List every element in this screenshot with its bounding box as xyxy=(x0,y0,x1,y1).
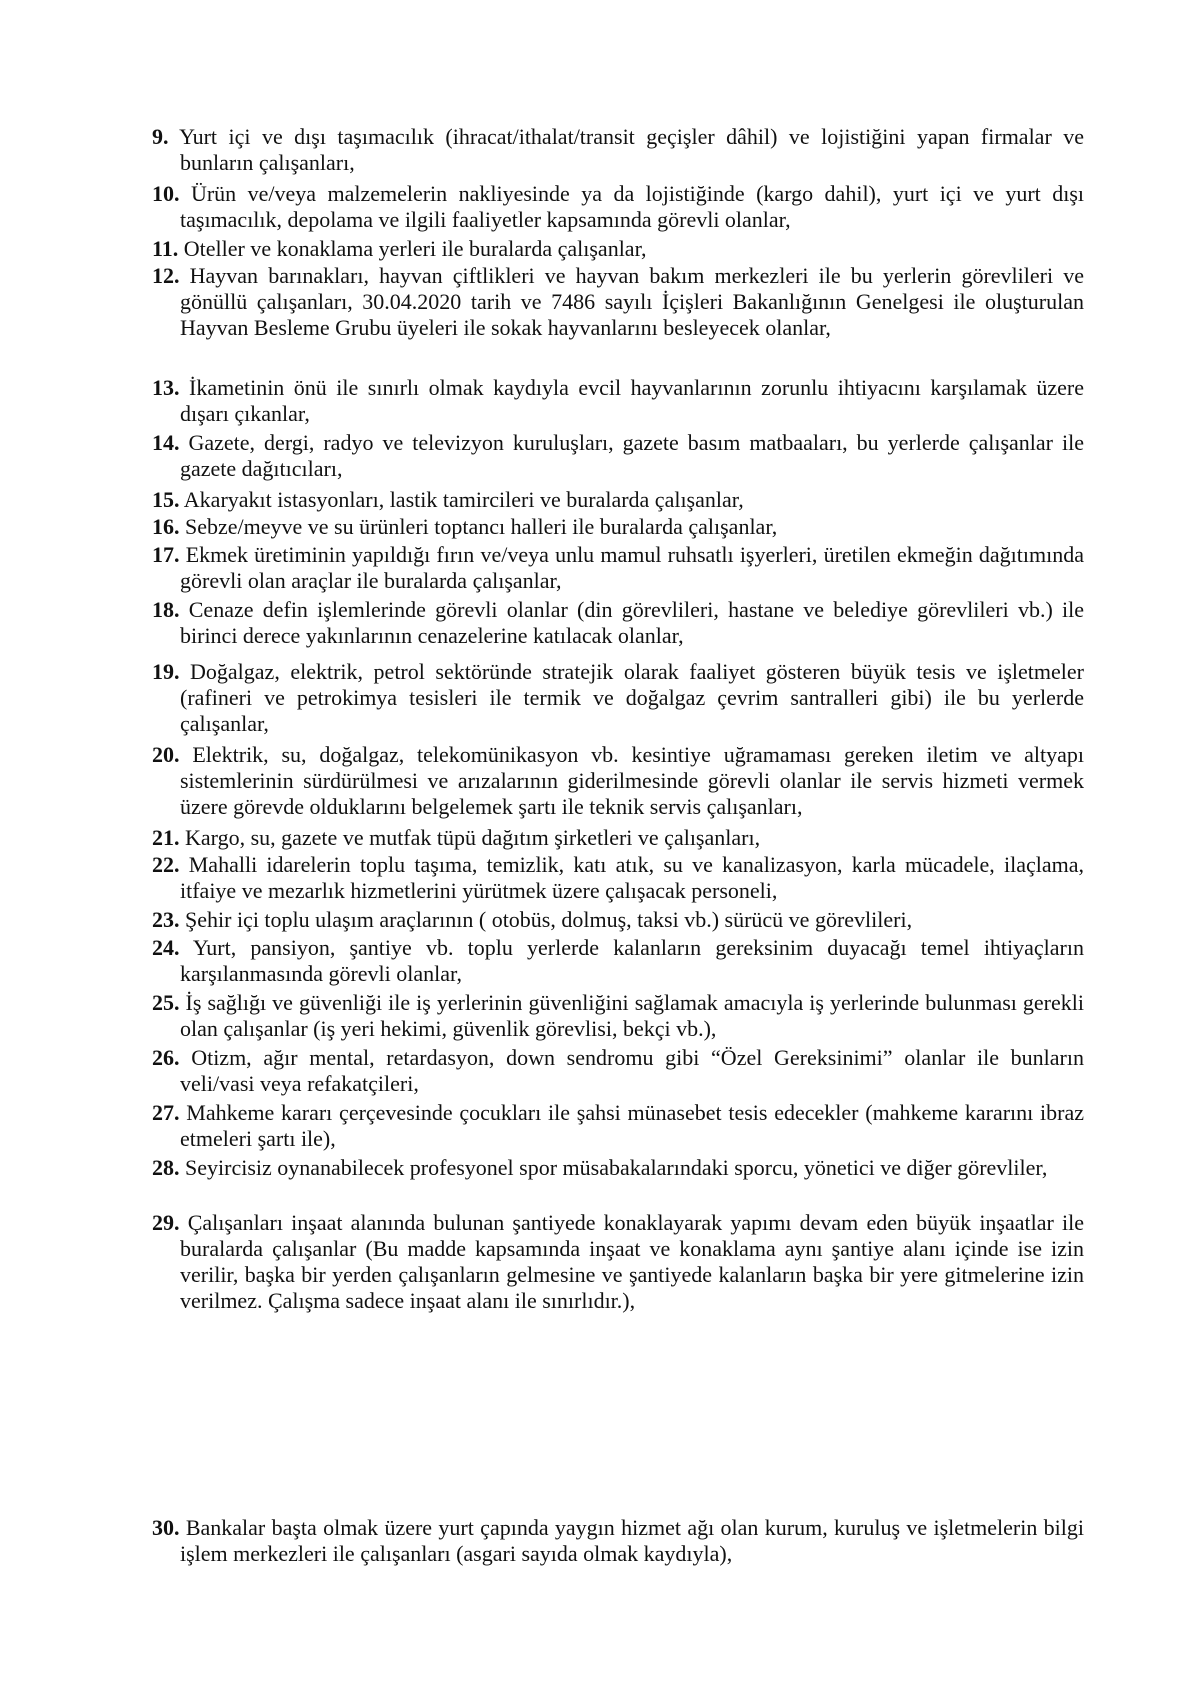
item-text: Akaryakıt istasyonları, lastik tamircileri ve buralarda çalışanlar, xyxy=(183,487,744,512)
list-item-19 xyxy=(152,659,1084,737)
list-item-13 xyxy=(152,375,1084,427)
list-item-29 xyxy=(152,1210,1084,1314)
item-text: Sebze/meyve ve su ürünleri toptancı halleri ile buralarda çalışanlar, xyxy=(185,514,778,539)
item-text: Mahalli idarelerin toplu taşıma, temizlik, katı atık, su ve kanalizasyon, karla mücadele, ilaçlama, itfaiye ve mezarlık hizmetlerini yürütmek üzere çalışacak personeli, xyxy=(180,852,1084,903)
item-text: Ekmek üretiminin yapıldığı fırın ve/veya unlu mamul ruhsatlı işyerleri, üretilen ekmeğin dağıtımında görevli olan araçlar ile buralarda çalışanlar, xyxy=(180,542,1084,593)
item-text: Gazete, dergi, radyo ve televizyon kuruluşları, gazete basım matbaaları, bu yerlerde çalışanlar ile gazete dağıtıcıları, xyxy=(180,430,1084,481)
list-item-20 xyxy=(152,742,1084,820)
item-number: 15. xyxy=(152,487,180,512)
item-text: Cenaze defin işlemlerinde görevli olanlar (din görevlileri, hastane ve belediye görevlileri vb.) ile birinci derece yakınlarının cenazelerine katılacak olanlar, xyxy=(180,597,1085,648)
list-item-10 xyxy=(152,181,1084,233)
list-item-30 xyxy=(152,1515,1084,1567)
item-number: 28. xyxy=(152,1155,180,1180)
item-text: Otizm, ağır mental, retardasyon, down sendromu gibi “Özel Gereksinimi” olanlar ile bunların veli/vasi veya refakatçileri, xyxy=(180,1045,1084,1096)
item-number: 14. xyxy=(152,430,180,455)
list-item-21 xyxy=(152,825,1084,851)
list-item-22 xyxy=(152,852,1084,904)
item-text: Seyircisiz oynanabilecek profesyonel spor müsabakalarındaki sporcu, yönetici ve diğer görevliler, xyxy=(185,1155,1048,1180)
item-text: Yurt, pansiyon, şantiye vb. toplu yerlerde kalanların gereksinim duyacağı temel ihtiyaçların karşılanmasında görevli olanlar, xyxy=(180,935,1084,986)
list-item-11 xyxy=(152,236,1084,262)
item-number: 10. xyxy=(152,181,180,206)
list-item-15 xyxy=(152,487,1084,513)
list-item-24 xyxy=(152,935,1084,987)
list-item-9 xyxy=(152,124,1084,176)
list-item-28 xyxy=(152,1155,1084,1181)
item-text: Yurt içi ve dışı taşımacılık (ihracat/ithalat/transit geçişler dâhil) ve lojistiğini yapan firmalar ve bunların çalışanları, xyxy=(179,124,1085,175)
item-text: İkametinin önü ile sınırlı olmak kaydıyla evcil hayvanlarının zorunlu ihtiyacını karşılamak üzere dışarı çıkanlar, xyxy=(180,375,1084,426)
item-text: Şehir içi toplu ulaşım araçlarının ( otobüs, dolmuş, taksi vb.) sürücü ve görevlileri, xyxy=(185,907,913,932)
item-number: 25. xyxy=(152,990,180,1015)
item-number: 9. xyxy=(152,124,169,149)
list-item-14 xyxy=(152,430,1084,482)
item-text: Hayvan barınakları, hayvan çiftlikleri ve hayvan bakım merkezleri ile bu yerlerin görevlileri ve gönüllü çalışanları, 30.04.2020 tarih ve 7486 sayılı İçişleri Bakanlığının Genelgesi ile oluşturulan Hayvan Besleme Grubu üyeleri ile sokak hayvanlarını besleyecek olanlar, xyxy=(180,263,1084,340)
item-number: 13. xyxy=(152,375,180,400)
item-text: Doğalgaz, elektrik, petrol sektöründe stratejik olarak faaliyet gösteren büyük tesis ve işletmeler (rafineri ve petrokimya tesisleri ile termik ve doğalgaz çevrim santralleri gibi) ile bu yerlerde çalışanlar, xyxy=(180,659,1085,736)
item-number: 30. xyxy=(152,1515,180,1540)
item-number: 16. xyxy=(152,514,180,539)
item-number: 18. xyxy=(152,597,180,622)
item-number: 26. xyxy=(152,1045,180,1070)
list-item-18 xyxy=(152,597,1084,649)
list-item-27 xyxy=(152,1100,1084,1152)
list-item-16 xyxy=(152,514,1084,540)
list-item-26 xyxy=(152,1045,1084,1097)
item-number: 11. xyxy=(152,236,179,261)
item-number: 17. xyxy=(152,542,180,567)
item-number: 21. xyxy=(152,825,180,850)
item-text: Mahkeme kararı çerçevesinde çocukları ile şahsi münasebet tesis edecekler (mahkeme kararını ibraz etmeleri şartı ile), xyxy=(180,1100,1085,1151)
item-number: 24. xyxy=(152,935,180,960)
item-number: 22. xyxy=(152,852,180,877)
list-item-17 xyxy=(152,542,1084,594)
item-number: 29. xyxy=(152,1210,180,1235)
list-item-25 xyxy=(152,990,1084,1042)
item-text: Oteller ve konaklama yerleri ile buralarda çalışanlar, xyxy=(183,236,647,261)
item-number: 23. xyxy=(152,907,180,932)
item-text: Çalışanları inşaat alanında bulunan şantiyede konaklayarak yapımı devam eden büyük inşaatlar ile buralarda çalışanlar (Bu madde kapsamında inşaat ve konaklama aynı şantiye alanı içinde ise izin verilir, başka bir yerden çalışanların gelmesine ve şantiyede kalanların başka bir yere gitmelerine izin verilmez. Çalışma sadece inşaat alanı ile sınırlıdır.), xyxy=(180,1210,1085,1313)
item-text: Elektrik, su, doğalgaz, telekomünikasyon vb. kesintiye uğramaması gereken iletim ve altyapı sistemlerinin sürdürülmesi ve arızalarının giderilmesinde görevli olanlar ile servis hizmeti vermek üzere görevde olduklarını belgelemek şartı ile teknik servis çalışanları, xyxy=(180,742,1085,819)
item-text: Kargo, su, gazete ve mutfak tüpü dağıtım şirketleri ve çalışanları, xyxy=(185,825,761,850)
item-text: Bankalar başta olmak üzere yurt çapında yaygın hizmet ağı olan kurum, kuruluş ve işletmelerin bilgi işlem merkezleri ile çalışanları (asgari sayıda olmak kaydıyla), xyxy=(180,1515,1084,1566)
item-text: Ürün ve/veya malzemelerin nakliyesinde ya da lojistiğinde (kargo dahil), yurt içi ve yurt dışı taşımacılık, depolama ve ilgili faaliyetler kapsamında görevli olanlar, xyxy=(180,181,1085,232)
item-number: 19. xyxy=(152,659,180,684)
list-item-23 xyxy=(152,907,1084,933)
item-number: 27. xyxy=(152,1100,180,1125)
item-number: 12. xyxy=(152,263,180,288)
list-item-12 xyxy=(152,263,1084,341)
item-text: İş sağlığı ve güvenliği ile iş yerlerinin güvenliğini sağlamak amacıyla iş yerlerinde bulunması gerekli olan çalışanlar (iş yeri hekimi, güvenlik görevlisi, bekçi vb.), xyxy=(180,990,1084,1041)
item-number: 20. xyxy=(152,742,180,767)
